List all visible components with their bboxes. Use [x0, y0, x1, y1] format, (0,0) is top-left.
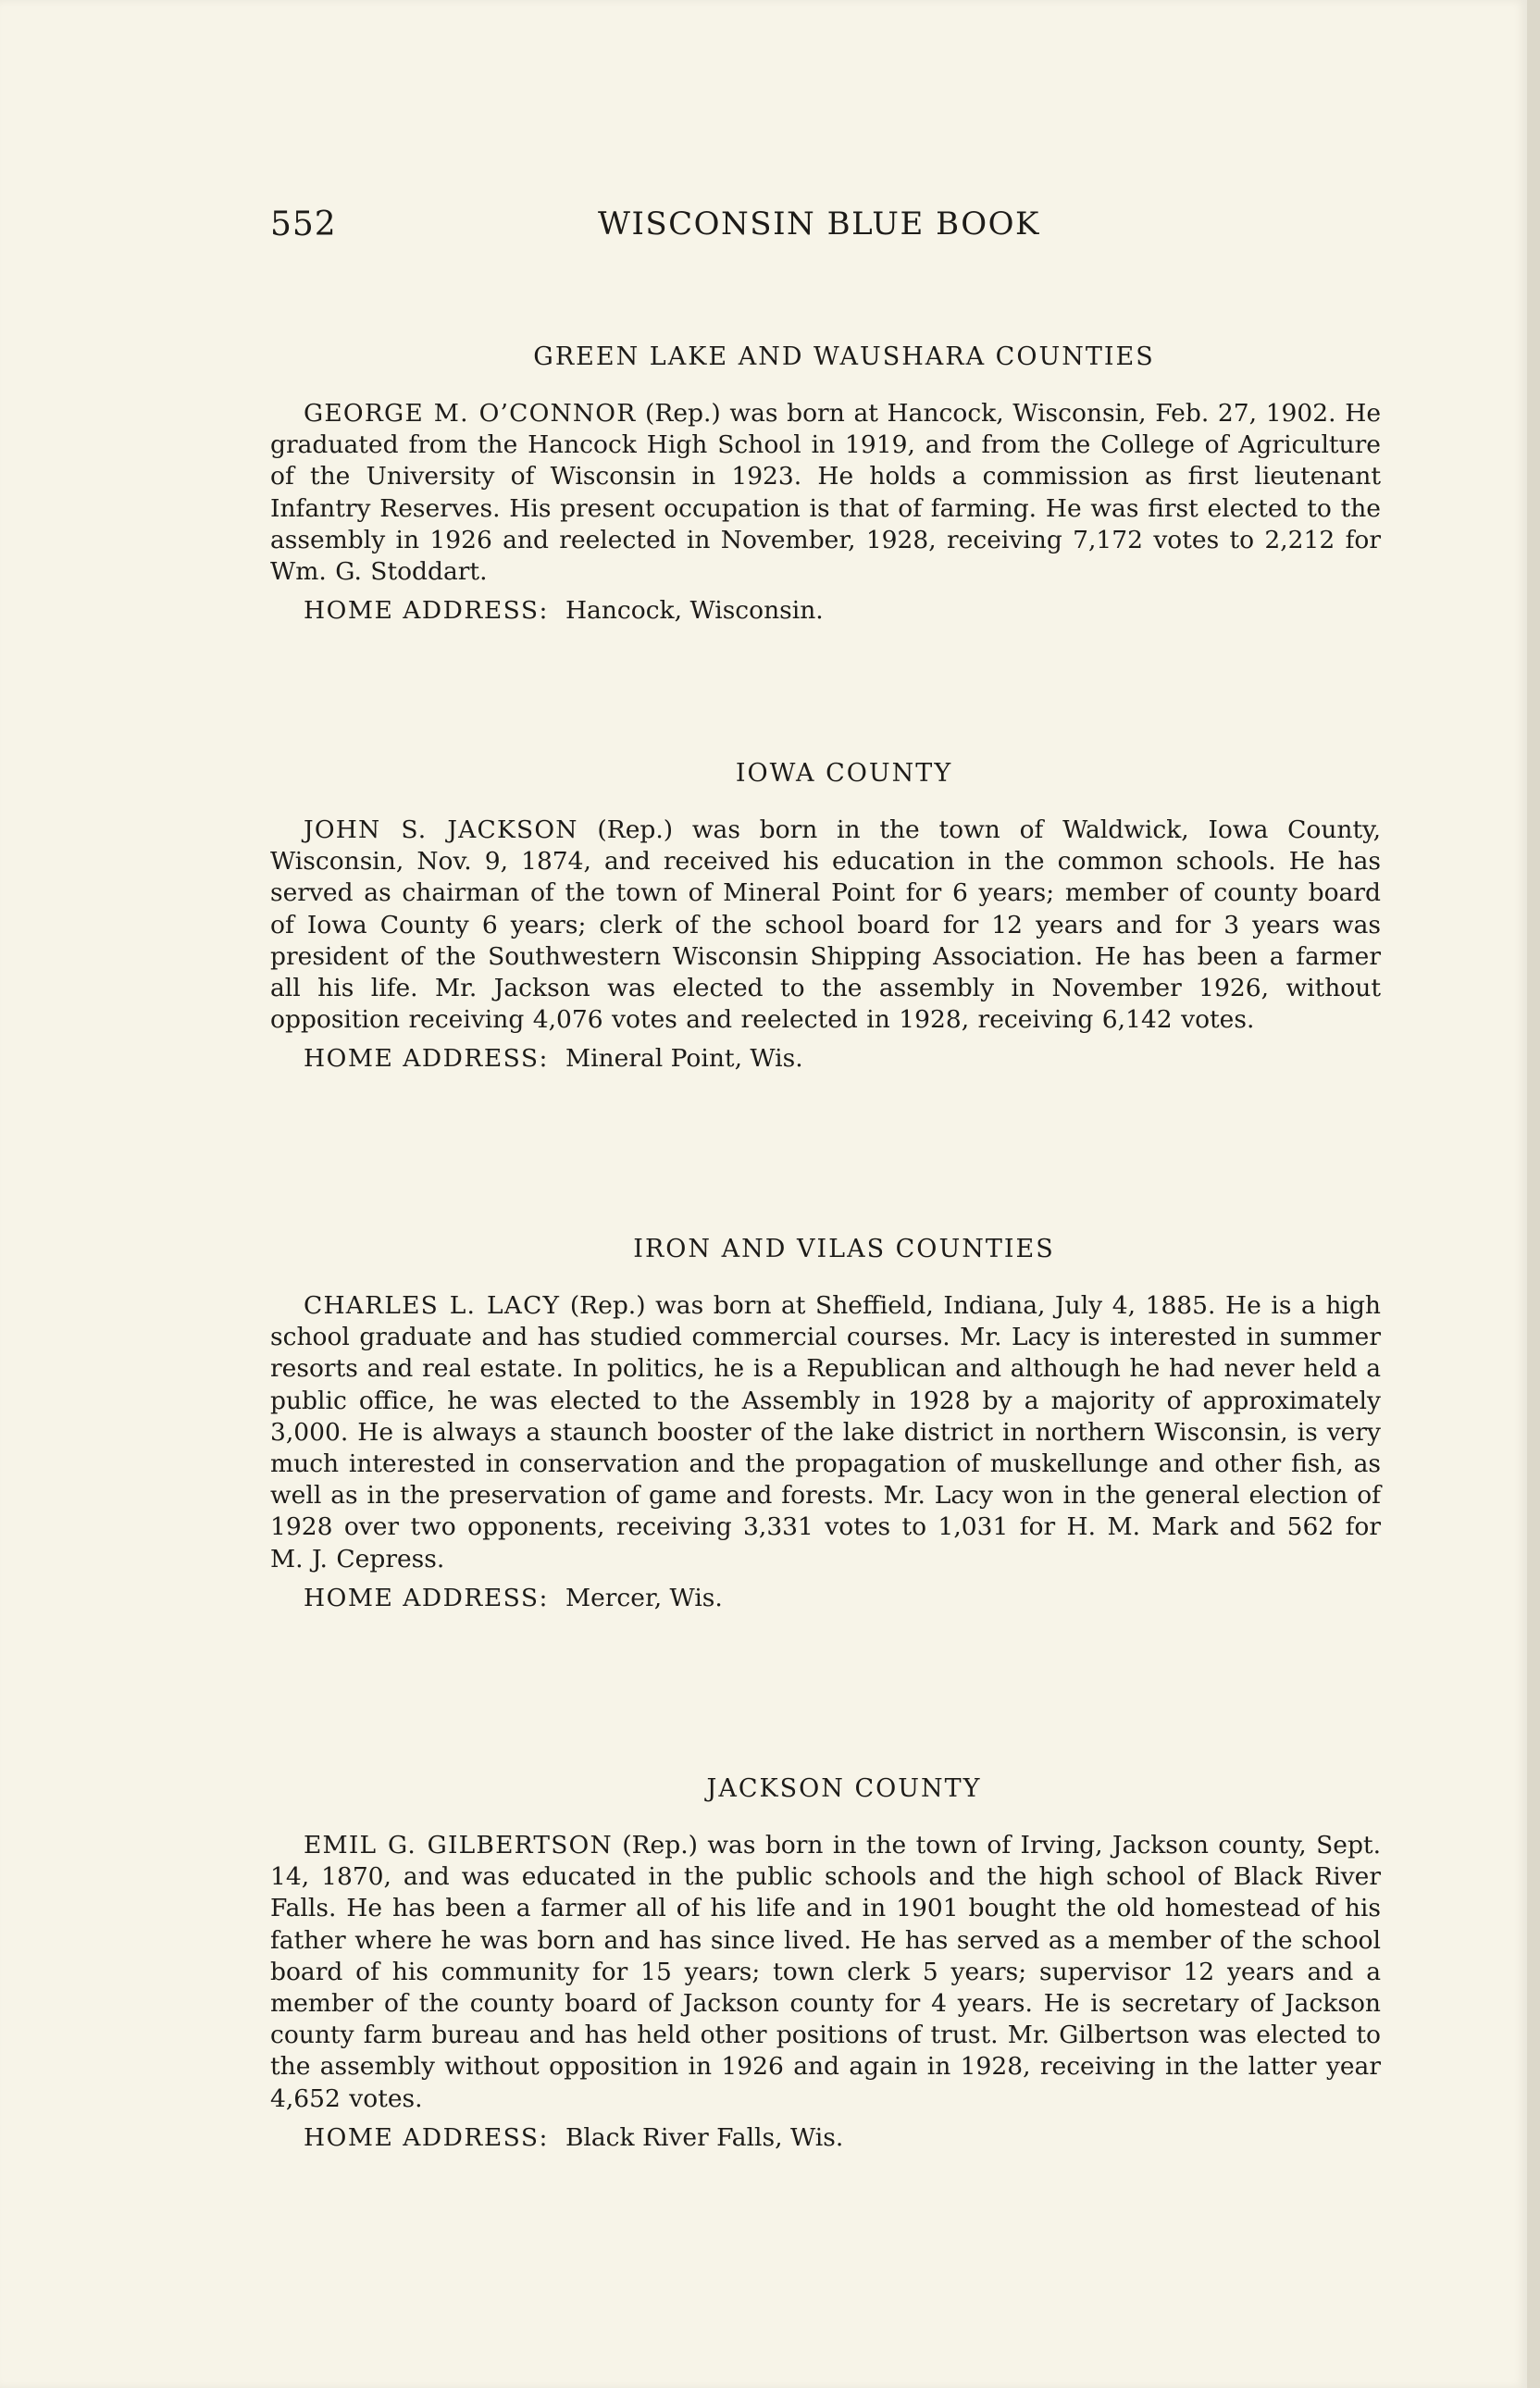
home-address-label: HOME ADDRESS: [304, 596, 549, 626]
member-name: CHARLES L. LACY [304, 1291, 561, 1320]
page-header [270, 205, 1381, 252]
section-green-lake-waushara [270, 341, 1381, 627]
page-number: 552 [270, 205, 337, 243]
section-title: IOWA COUNTY [735, 759, 953, 788]
section-title: GREEN LAKE AND WAUSHARA COUNTIES [533, 342, 1155, 371]
biography-paragraph [270, 1290, 1381, 1575]
home-address-value: Hancock, Wisconsin. [565, 596, 824, 626]
home-address-label: HOME ADDRESS: [304, 2122, 549, 2152]
biography-text: (Rep.) was born in the town of Irving, Jackson county, Sept. 14, 1870, and was educated in the public schools and the high school of Black River Falls. He has been a farmer all of his life and in 1901 bought the old homestead of his father where he was born and has since lived. He has served as a member of the school board of his community for 15 years; town clerk 5 years; supervisor 12 years and a member of the county board of Jackson county for 4 years. He is secretary of Jackson county farm bureau and has held other positions of trust. Mr. Gilbertson was elected to the assembly without opposition in 1926 and again in 1928, receiving in the latter year 4,652 votes. [270, 1831, 1382, 2113]
member-name: JOHN S. JACKSON [304, 815, 578, 844]
biography-text: (Rep.) was born in the town of Waldwick, Iowa County, Wisconsin, Nov. 9, 1874, and received his education in the common schools. He has served as chairman of the town of Mineral Point for 6 years; member of county board of Iowa County 6 years; clerk of the school board for 12 years and for 3 years was president of the Southwestern Wisconsin Shipping Association. He has been a farmer all his life. Mr. Jackson was elected to the assembly in November 1926, without opposition receiving 4,076 votes and reelected in 1928, receiving 6,142 votes. [270, 815, 1381, 1035]
page-edge [1527, 0, 1540, 2388]
home-address [304, 1583, 1381, 1614]
biography-paragraph [270, 1830, 1381, 2115]
home-address [304, 1043, 1381, 1075]
home-address-value: Mineral Point, Wis. [565, 1044, 803, 1074]
home-address [304, 2122, 1381, 2154]
home-address-label: HOME ADDRESS: [304, 1583, 549, 1612]
home-address-label: HOME ADDRESS: [304, 1044, 549, 1074]
home-address [304, 595, 1381, 627]
running-title: WISCONSIN BLUE BOOK [598, 205, 1040, 243]
biography-paragraph [270, 398, 1381, 588]
biography-text: (Rep.) was born at Sheffield, Indiana, July 4, 1885. He is a high school graduate and has studied commercial courses. Mr. Lacy is interested in summer resorts and real estate. In politics, he is a Republican and although he had never held a public office, he was elected to the Assembly in 1928 by a majority of approximately 3,000. He is always a staunch booster of the lake district in northern Wisconsin, is very much interested in conservation and the propagation of muskellunge and other fish, as well as in the preservation of game and forests. Mr. Lacy won in the general election of 1928 over two opponents, receiving 3,331 votes to 1,031 for H. M. Mark and 562 for M. J. Cepress. [270, 1291, 1381, 1573]
section-iowa [270, 757, 1381, 1076]
home-address-value: Black River Falls, Wis. [565, 2122, 844, 2152]
section-iron-vilas [270, 1233, 1381, 1614]
home-address-value: Mercer, Wis. [565, 1583, 723, 1612]
biography-text: (Rep.) was born at Hancock, Wisconsin, Feb. 27, 1902. He graduated from the Hancock High School in 1919, and from the College of Agriculture of the University of Wisconsin in 1923. He holds a commission as first lieutenant Infantry Reserves. His present occupation is that of farming. He was first elected to the assembly in 1926 and reelected in November, 1928, receiving 7,172 votes to 2,212 for Wm. G. Stoddart. [270, 399, 1382, 587]
section-title: IRON AND VILAS COUNTIES [633, 1235, 1055, 1263]
member-name: GEORGE M. O’CONNOR [304, 399, 637, 428]
section-jackson [270, 1772, 1381, 2154]
section-title: JACKSON COUNTY [706, 1774, 982, 1803]
member-name: EMIL G. GILBERTSON [304, 1831, 613, 1859]
biography-paragraph [270, 815, 1381, 1036]
